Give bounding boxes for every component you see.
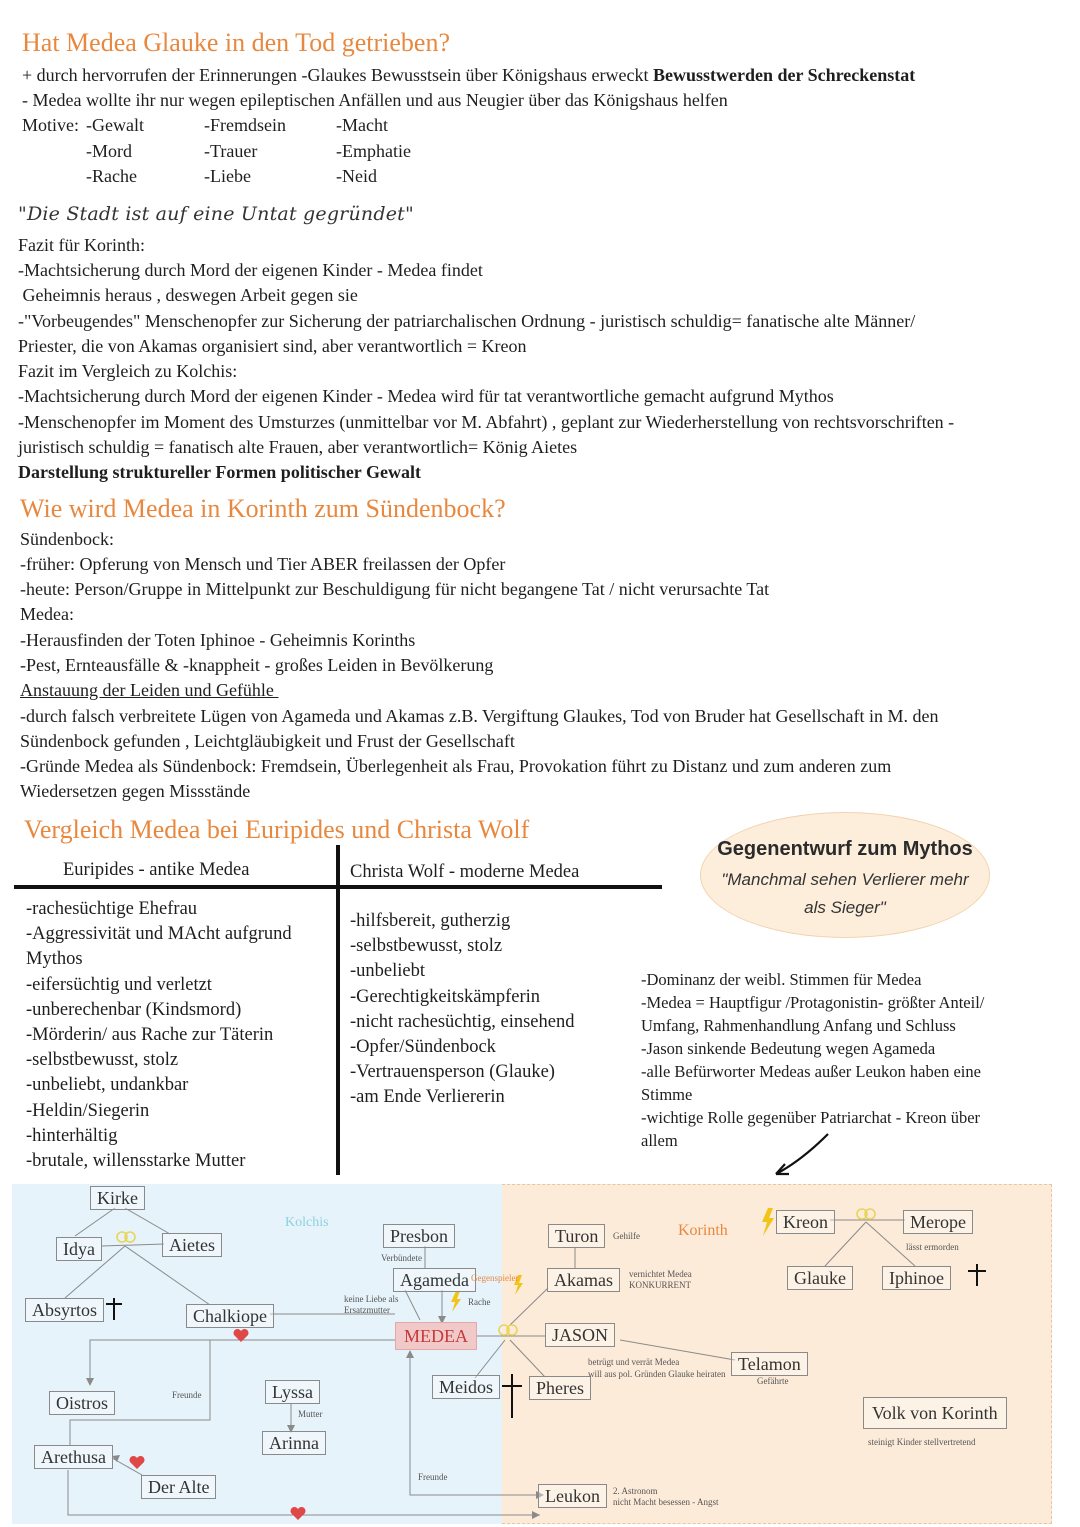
col1-item: -brutale, willensstarke Mutter xyxy=(26,1151,246,1172)
bubble-title: Gegenentwurf zum Mythos xyxy=(717,838,973,860)
node-lyssa: Lyssa xyxy=(265,1380,320,1404)
node-absyrtos: Absyrtos xyxy=(25,1298,104,1322)
note-keine-liebe: keine Liebe als xyxy=(344,1294,399,1304)
node-iphinoe: Iphinoe xyxy=(882,1266,951,1290)
side-note: -alle Befürworter Medeas außer Leukon haben eine xyxy=(641,1062,981,1081)
motive: -Liebe xyxy=(204,166,251,186)
section2-underlined: Anstauung der Leiden und Gefühle xyxy=(20,680,279,700)
node-arethusa: Arethusa xyxy=(34,1445,113,1469)
node-arinna: Arinna xyxy=(262,1431,326,1455)
korinth-line: -Machtsicherung durch Mord der eigenen Kinder - Medea findet xyxy=(18,260,483,280)
note-konkurrent: KONKURRENT xyxy=(629,1280,691,1290)
col2-header: Christa Wolf - moderne Medea xyxy=(350,862,580,882)
node-medea: MEDEA xyxy=(395,1322,477,1350)
node-presbon: Presbon xyxy=(383,1224,455,1248)
col2-item: -unbeliebt xyxy=(350,961,426,982)
node-kirke: Kirke xyxy=(90,1186,145,1210)
note-steinigt: steinigt Kinder stellvertretend xyxy=(868,1437,976,1447)
section2-line: Sündenbock: xyxy=(20,529,114,549)
side-note: Stimme xyxy=(641,1085,693,1104)
node-jason: JASON xyxy=(545,1323,615,1347)
col2-item: -nicht rachesüchtig, einsehend xyxy=(350,1011,575,1032)
col1-item: -unberechenbar (Kindsmord) xyxy=(26,999,242,1020)
node-der-alte: Der Alte xyxy=(141,1475,216,1499)
col1-item: Mythos xyxy=(26,949,83,970)
note-betruegt: betrügt und verrät Medea xyxy=(588,1357,680,1367)
note-angst: nicht Macht besessen - Angst xyxy=(613,1497,719,1507)
note-will-heiraten: will aus pol. Gründen Glauke heiraten xyxy=(588,1369,726,1379)
motive: -Rache xyxy=(86,166,137,186)
col1-item: -eifersüchtig und verletzt xyxy=(26,974,212,995)
note-rache: Rache xyxy=(468,1297,491,1307)
motive: -Macht xyxy=(336,115,388,135)
section2-line: -durch falsch verbreitete Lügen von Agameda und Akamas z.B. Vergiftung Glaukes, Tod von Bruder hat Gesellschaft in M. den xyxy=(20,706,939,726)
kolchis-line: juristisch schuldig = fanatisch alte Frauen, aber verantwortlich= König Aietes xyxy=(18,437,578,457)
note-freunde-leukon: Freunde xyxy=(418,1472,448,1482)
col2-item: -am Ende Verliererin xyxy=(350,1087,505,1108)
node-idya: Idya xyxy=(56,1237,102,1261)
node-glauke: Glauke xyxy=(787,1266,853,1290)
side-note: allem xyxy=(641,1131,678,1150)
node-leukon: Leukon xyxy=(538,1484,607,1508)
bubble-quote-line2: als Sieger" xyxy=(804,898,886,917)
section1-line2: - Medea wollte ihr nur wegen epileptischen Anfällen und aus Neugier über das Königshaus helfen xyxy=(22,90,728,110)
side-note: Umfang, Rahmenhandlung Anfang und Schluss xyxy=(641,1016,956,1035)
side-note: -Jason sinkende Bedeutung wegen Agameda xyxy=(641,1039,936,1058)
section1-title: Hat Medea Glauke in den Tod getrieben? xyxy=(22,28,450,57)
note-mutter: Mutter xyxy=(298,1409,323,1419)
korinth-line: Geheimnis heraus , deswegen Arbeit gegen sie xyxy=(18,285,358,305)
note-astronom: 2. Astronom xyxy=(613,1486,658,1496)
section2-line: -Herausfinden der Toten Iphinoe - Geheimnis Korinths xyxy=(20,630,416,650)
section2-line: -Pest, Ernteausfälle & -knappheit - großes Leiden in Bevölkerung xyxy=(20,655,494,675)
node-oistros: Oistros xyxy=(49,1391,115,1415)
node-telamon: Telamon xyxy=(731,1352,808,1376)
kolchis-heading: Fazit im Vergleich zu Kolchis: xyxy=(18,361,238,381)
note-verbuendete: Verbündete xyxy=(381,1253,422,1263)
section2-line: -früher: Opferung von Mensch und Tier ABER freilassen der Opfer xyxy=(20,554,506,574)
col2-item: -selbstbewusst, stolz xyxy=(350,936,503,957)
korinth-line: Priester, die von Akamas organisiert sind, aber verantwortlich = Kreon xyxy=(18,336,527,356)
col1-header: Euripides - antike Medea xyxy=(63,860,250,880)
col1-item: -hinterhältig xyxy=(26,1125,118,1146)
node-aietes: Aietes xyxy=(162,1233,222,1257)
col1-item: -Heldin/Siegerin xyxy=(26,1100,150,1121)
line1-bold: Bewusstwerden der Schreckenstat xyxy=(652,65,916,85)
motive: -Mord xyxy=(86,141,132,161)
section2-line: Medea: xyxy=(20,604,74,624)
node-turon: Turon xyxy=(548,1224,605,1248)
motive: -Gewalt xyxy=(86,115,144,135)
col1-item: -Mörderin/ aus Rache zur Täterin xyxy=(26,1025,274,1046)
kolchis-label: Kolchis xyxy=(285,1215,329,1230)
korinth-label: Korinth xyxy=(678,1222,728,1239)
note-gehilfe: Gehilfe xyxy=(613,1231,640,1241)
section3-title: Vergleich Medea bei Euripides und Christa Wolf xyxy=(24,815,530,844)
kolchis-conclusion: Darstellung struktureller Formen politischer Gewalt xyxy=(18,462,421,482)
motive: -Neid xyxy=(336,166,377,186)
node-akamas: Akamas xyxy=(547,1268,620,1292)
section2-line: -heute: Person/Gruppe in Mittelpunkt zur Beschuldigung für nicht begangene Tat / nicht verursachte Tat xyxy=(20,579,770,599)
motive: -Trauer xyxy=(204,141,258,161)
side-note: -Medea = Hauptfigur /Protagonistin- größter Anteil/ xyxy=(641,993,985,1012)
section2-line: Wiedersetzen gegen Missstände xyxy=(20,781,251,801)
col2-item: -hilfsbereit, gutherzig xyxy=(350,911,511,931)
note-gegenspieler: Gegenspieler xyxy=(471,1273,519,1283)
note-gefaehrte: Gefährte xyxy=(757,1376,789,1386)
korinth-heading: Fazit für Korinth: xyxy=(18,235,145,255)
korinth-line: -"Vorbeugendes" Menschenopfer zur Sicherung der patriarchalischen Ordnung - juristisch schuldig= fanatische alte Männer/ xyxy=(18,311,916,331)
col2-item: -Vertrauensperson (Glauke) xyxy=(350,1062,555,1083)
col1-item: -selbstbewusst, stolz xyxy=(26,1050,179,1071)
motive: -Fremdsein xyxy=(204,115,286,135)
quote: "Die Stadt ist auf eine Untat gegründet" xyxy=(18,203,414,225)
section2-line: Sündenbock gefunden , Leichtgläubigkeit und Frust der Gesellschaft xyxy=(20,731,515,751)
bubble-quote-line1: "Manchmal sehen Verlierer mehr xyxy=(721,870,969,889)
node-kreon: Kreon xyxy=(776,1210,835,1234)
kolchis-line: -Machtsicherung durch Mord der eigenen Kinder - Medea wird für tat verantwortliche gemacht aufgrund Mythos xyxy=(18,386,834,406)
section2-line: -Gründe Medea als Sündenbock: Fremdsein, Überlegenheit als Frau, Provokation führt zu Distanz und zum anderen zum xyxy=(20,756,892,776)
node-pheres: Pheres xyxy=(529,1376,591,1400)
node-chalkiope: Chalkiope xyxy=(186,1304,274,1328)
line1-text: + durch hervorrufen der Erinnerungen -Glaukes Bewusstsein über Königshaus erweckt xyxy=(22,65,653,85)
note-ersatzmutter: Ersatzmutter xyxy=(344,1305,390,1315)
side-note: -wichtige Rolle gegenüber Patriarchat - Kreon über xyxy=(641,1108,981,1127)
col1-item: -rachesüchtige Ehefrau xyxy=(26,899,198,919)
col2-item: -Opfer/Sündenbock xyxy=(350,1037,496,1058)
node-merope: Merope xyxy=(903,1210,973,1234)
node-meidos: Meidos xyxy=(432,1375,500,1399)
motives-label: Motive: xyxy=(22,115,79,135)
note-vernichtet: vernichtet Medea xyxy=(629,1269,692,1279)
col1-item: -unbeliebt, undankbar xyxy=(26,1075,189,1096)
section2-title: Wie wird Medea in Korinth zum Sündenbock? xyxy=(20,494,506,523)
col1-item: -Aggressivität und MAcht aufgrund xyxy=(26,924,292,945)
note-laesst-ermorden: lässt ermorden xyxy=(906,1242,959,1252)
note-freunde: Freunde xyxy=(172,1390,202,1400)
kolchis-line: -Menschenopfer im Moment des Umsturzes (unmittelbar vor M. Abfahrt) , geplant zur Wiederherstellung von rechtsvorschriften - xyxy=(18,412,955,432)
node-volk-von-korinth: Volk von Korinth xyxy=(863,1397,1007,1429)
motive: -Emphatie xyxy=(336,141,411,161)
side-note: -Dominanz der weibl. Stimmen für Medea xyxy=(641,970,922,989)
col2-item: -Gerechtigkeitskämpferin xyxy=(350,986,541,1007)
node-agameda: Agameda xyxy=(393,1268,476,1292)
